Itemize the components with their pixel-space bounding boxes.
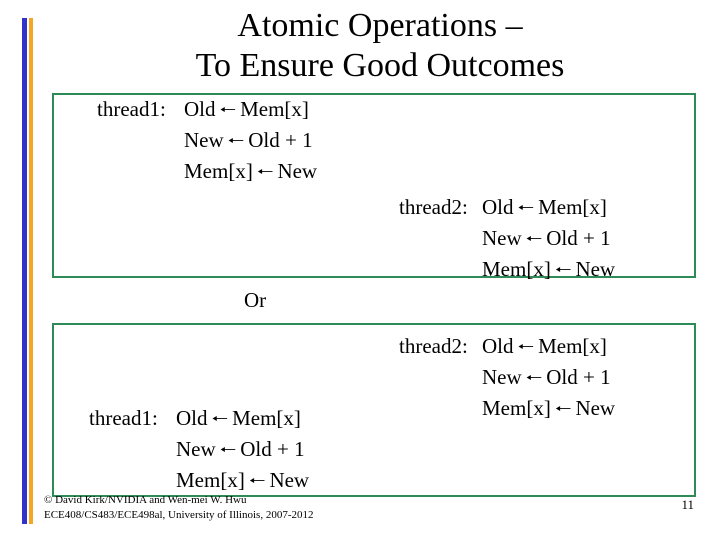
code-line — [97, 94, 317, 125]
statement-rhs: Old + 1 — [546, 226, 611, 250]
statement-rhs: New — [575, 396, 616, 420]
thread-label: thread1: — [97, 97, 166, 121]
statement-rhs: Old + 1 — [546, 365, 611, 389]
code-line — [89, 403, 309, 434]
left-arrow-icon: 🠐 — [219, 99, 237, 121]
or-separator-label: Or — [244, 288, 267, 312]
code-line — [97, 125, 317, 156]
code-line — [399, 192, 615, 223]
statement-lhs: Old — [482, 334, 514, 358]
left-arrow-icon: 🠐 — [517, 336, 535, 358]
left-arrow-icon: 🠐 — [525, 367, 543, 389]
left-arrow-icon: 🠐 — [554, 259, 572, 281]
code-line — [89, 465, 309, 496]
statement-rhs: Old + 1 — [248, 128, 313, 152]
left-arrow-icon: 🠐 — [248, 470, 266, 492]
course-line: ECE408/CS483/ECE498al, University of Illinois, 2007-2012 — [44, 509, 314, 521]
scenario-2-thread1-code — [89, 403, 309, 496]
copyright-footer — [44, 493, 314, 523]
left-arrow-icon: 🠐 — [227, 130, 245, 152]
code-line — [399, 393, 615, 424]
statement-lhs: Mem[x] — [176, 468, 245, 492]
code-line — [97, 156, 317, 187]
left-accent-bar-orange — [29, 18, 33, 524]
statement-lhs: Old — [176, 406, 208, 430]
statement-rhs: New — [269, 468, 310, 492]
statement-lhs: New — [482, 226, 522, 250]
statement-rhs: Mem[x] — [538, 334, 607, 358]
statement-lhs: Mem[x] — [482, 396, 551, 420]
scenario-2-thread2-code — [399, 331, 615, 424]
statement-lhs: New — [184, 128, 224, 152]
statement-rhs: Mem[x] — [240, 97, 309, 121]
page-number: 11 — [681, 497, 694, 512]
statement-rhs: New — [575, 257, 616, 281]
thread-label: thread2: — [399, 334, 468, 358]
left-arrow-icon: 🠐 — [211, 408, 229, 430]
left-arrow-icon: 🠐 — [525, 228, 543, 250]
statement-lhs: New — [176, 437, 216, 461]
thread-label: thread2: — [399, 195, 468, 219]
code-line — [399, 254, 615, 285]
left-arrow-icon: 🠐 — [256, 161, 274, 183]
title-line-1: Atomic Operations – — [237, 7, 523, 44]
statement-rhs: Old + 1 — [240, 437, 305, 461]
statement-lhs: Mem[x] — [482, 257, 551, 281]
statement-rhs: Mem[x] — [232, 406, 301, 430]
left-arrow-icon: 🠐 — [554, 398, 572, 420]
thread-label: thread1: — [89, 406, 158, 430]
scenario-1-thread2-code — [399, 192, 615, 285]
title-line-2: To Ensure Good Outcomes — [195, 47, 565, 84]
code-line — [399, 331, 615, 362]
slide-title — [140, 6, 620, 86]
copyright-line: © David Kirk/NVIDIA and Wen-mei W. Hwu — [44, 494, 247, 506]
code-line — [399, 362, 615, 393]
left-arrow-icon: 🠐 — [219, 439, 237, 461]
statement-rhs: New — [277, 159, 318, 183]
statement-rhs: Mem[x] — [538, 195, 607, 219]
left-arrow-icon: 🠐 — [517, 197, 535, 219]
code-line — [89, 434, 309, 465]
code-line — [399, 223, 615, 254]
statement-lhs: Mem[x] — [184, 159, 253, 183]
statement-lhs: Old — [482, 195, 514, 219]
statement-lhs: New — [482, 365, 522, 389]
left-accent-bar-blue — [22, 18, 27, 524]
scenario-1-thread1-code — [97, 94, 317, 187]
statement-lhs: Old — [184, 97, 216, 121]
